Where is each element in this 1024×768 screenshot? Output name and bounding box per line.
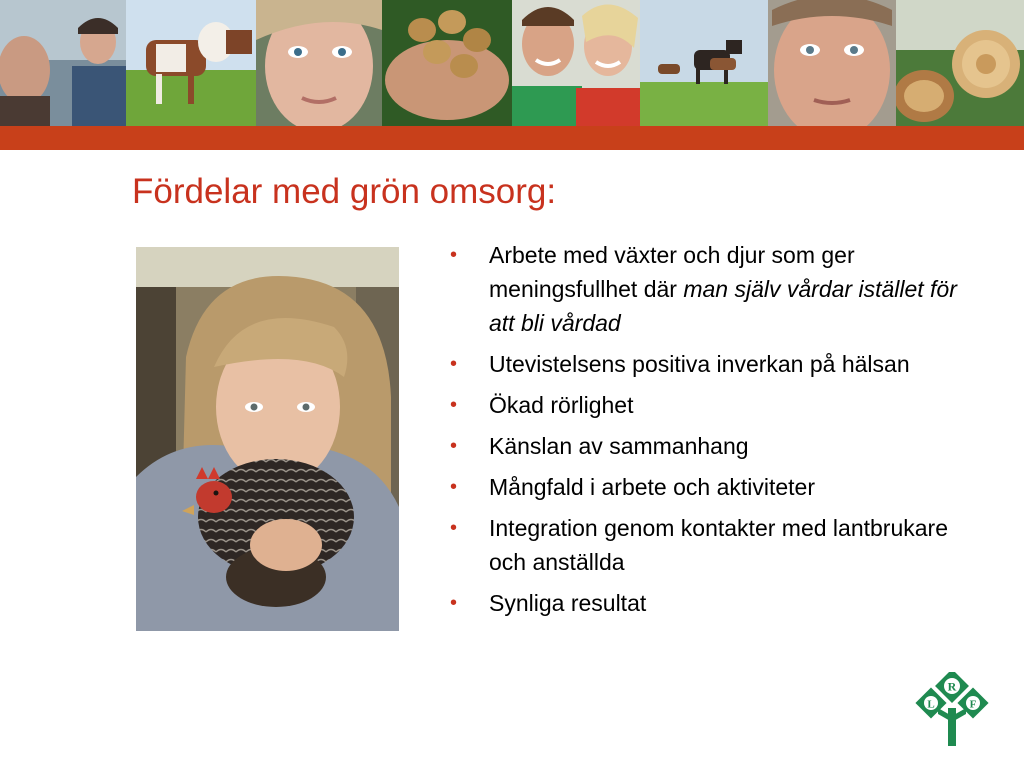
bullet-text: Känslan av sammanhang bbox=[489, 433, 749, 459]
banner-photo-cows bbox=[126, 0, 256, 126]
banner-accent-bar bbox=[0, 126, 1024, 150]
banner-photo-woman bbox=[256, 0, 382, 126]
bullet-marker: • bbox=[450, 394, 458, 416]
bullet-text: Utevistelsens positiva inverkan på hälsan bbox=[489, 351, 910, 377]
list-item bbox=[448, 511, 959, 579]
photo-banner bbox=[0, 0, 1024, 126]
benefits-list bbox=[448, 238, 968, 627]
banner-photo-potatoes bbox=[382, 0, 512, 126]
bullet-marker: • bbox=[450, 592, 458, 614]
banner-photo-logs bbox=[896, 0, 1024, 126]
bullet-text: Synliga resultat bbox=[489, 590, 647, 616]
bullet-text: Ökad rörlighet bbox=[489, 392, 634, 418]
logo-letter-r: R bbox=[947, 679, 957, 694]
banner-photo-man bbox=[768, 0, 896, 126]
girl-with-hen-photo bbox=[136, 247, 399, 631]
list-item bbox=[448, 470, 959, 504]
bullet-marker: • bbox=[450, 517, 458, 539]
banner-photo-farmers bbox=[0, 0, 126, 126]
bullet-text: Mångfald i arbete och aktiviteter bbox=[489, 474, 816, 500]
logo-letter-f: F bbox=[969, 698, 977, 711]
banner-photo-young-people bbox=[512, 0, 640, 126]
bullet-marker: • bbox=[450, 244, 458, 266]
bullet-marker: • bbox=[450, 476, 458, 498]
bullet-marker: • bbox=[450, 353, 458, 375]
bullet-emphasis: man själv vårdar istället för att bli vårdad bbox=[489, 276, 957, 336]
slide-title: Fördelar med grön omsorg: bbox=[132, 172, 557, 211]
list-item bbox=[448, 238, 959, 340]
bullet-marker: • bbox=[450, 435, 458, 457]
bullet-text: Arbete med växter och djur som ger meningsfullhet där bbox=[489, 242, 855, 302]
list-item bbox=[448, 388, 959, 422]
list-item bbox=[448, 429, 959, 463]
list-item bbox=[448, 347, 959, 381]
banner-photo-horses bbox=[640, 0, 768, 126]
bullet-text: Integration genom kontakter med lantbrukare och anställda bbox=[489, 515, 948, 575]
list-item bbox=[448, 586, 959, 620]
logo-letter-l: L bbox=[927, 698, 935, 711]
lrf-logo bbox=[912, 672, 992, 746]
